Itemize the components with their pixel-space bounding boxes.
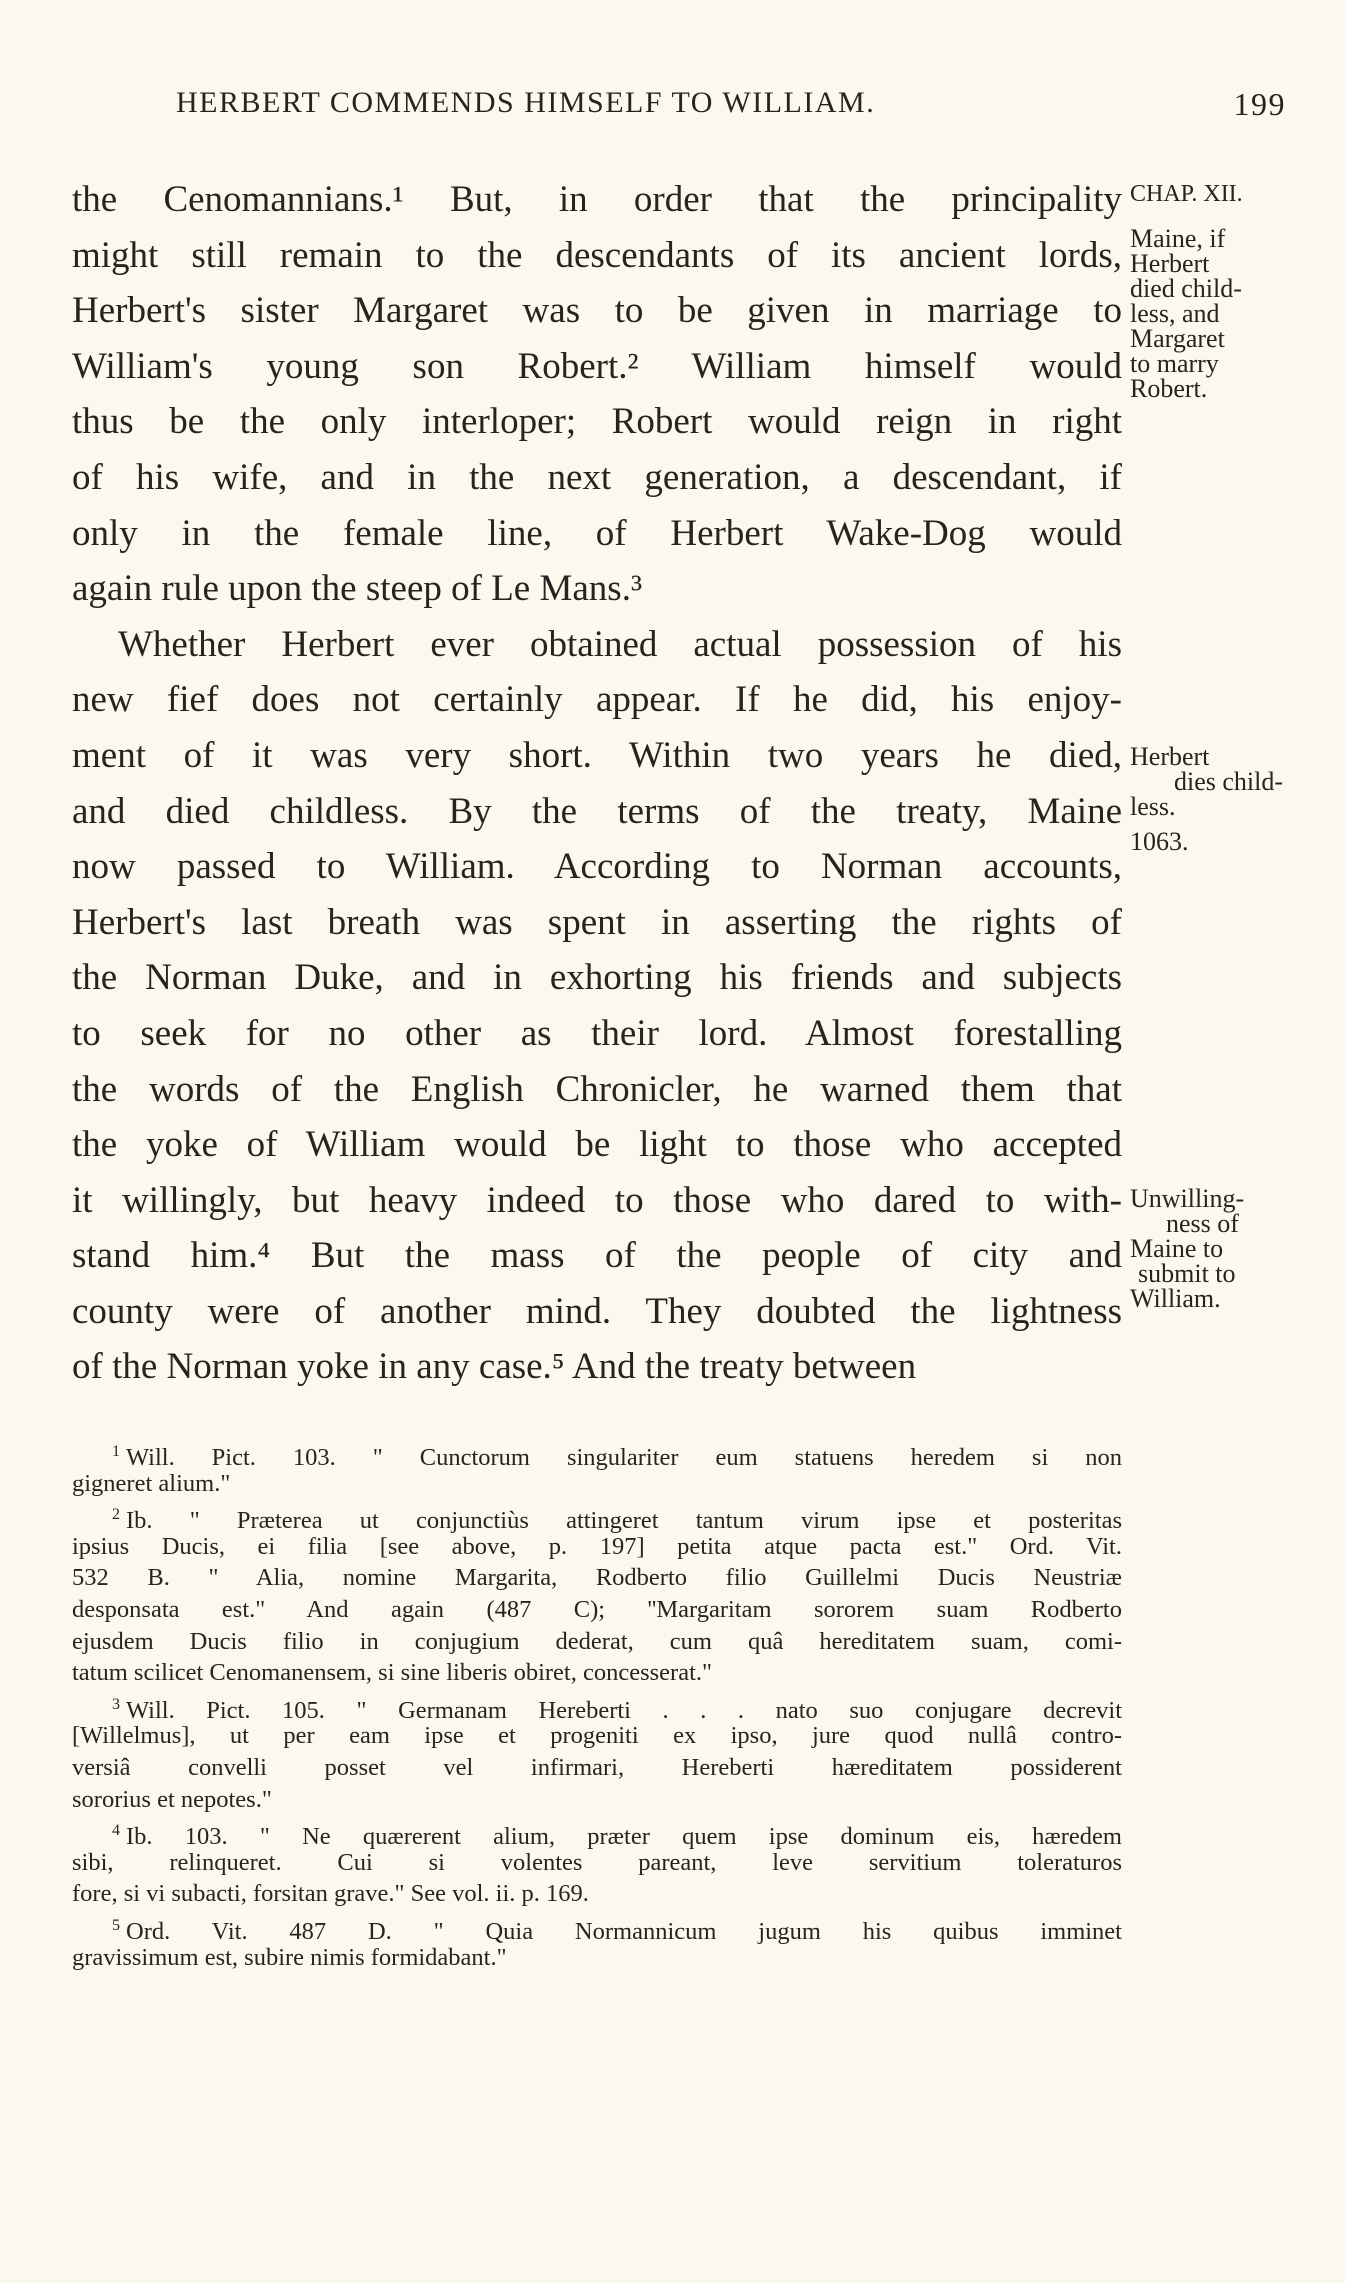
footnotes bbox=[72, 1436, 1122, 1973]
footnote-marker: 3 bbox=[112, 1695, 120, 1713]
footnote-line: 532 B. " Alia, nomine Margarita, Rodberto filio Guillelmi Ducis Neustriæ bbox=[72, 1564, 1122, 1592]
footnote-text: Ib. 103. " Ne quærerent alium, præter quem ipse dominum eis, hæredem bbox=[126, 1823, 1122, 1851]
body-line: ment of it was very short. Within two years he died, bbox=[72, 734, 1122, 776]
sidenote-line: Maine to bbox=[1130, 1234, 1224, 1263]
page-number: 199 bbox=[1233, 86, 1286, 122]
footnote-line bbox=[72, 1689, 1122, 1724]
body-line: county were of another mind. They doubted the lightness bbox=[72, 1290, 1122, 1332]
sidenote-line: dies child- bbox=[1174, 767, 1284, 796]
body-line: might still remain to the descendants of its ancient lords, bbox=[72, 234, 1122, 276]
body-line: the yoke of William would be light to those who accepted bbox=[72, 1124, 1122, 1166]
body-line: now passed to William. According to Norman accounts, bbox=[72, 846, 1122, 888]
body-line: again rule upon the steep of Le Mans.³ bbox=[72, 568, 643, 610]
footnote-line bbox=[72, 1436, 1122, 1472]
sidenote-line: Unwilling- bbox=[1130, 1184, 1245, 1213]
body-line: stand him.⁴ But the mass of the people of city and bbox=[72, 1235, 1122, 1277]
footnote-3 bbox=[72, 1689, 1122, 1815]
footnote-text: Ib. " Præterea ut conjunctiùs attingeret tantum virum ipse et posteritas bbox=[126, 1507, 1122, 1535]
body-line: and died childless. By the terms of the treaty, Maine bbox=[72, 790, 1122, 832]
sidenote-chapter bbox=[1130, 182, 1300, 207]
sidenote-maine-if-herbert bbox=[1130, 226, 1300, 401]
body-line: the words of the English Chronicler, he warned them that bbox=[72, 1068, 1122, 1110]
sidenote-line: less. bbox=[1130, 792, 1176, 821]
footnote-line: versiâ convelli posset vel infirmari, Hereberti hæreditatem possiderent bbox=[72, 1753, 1122, 1781]
sidenote-line: CHAP. XII. bbox=[1130, 181, 1243, 207]
body-line: new fief does not certainly appear. If he did, his enjoy- bbox=[72, 679, 1122, 721]
footnote-marker: 4 bbox=[112, 1822, 120, 1840]
footnote-line: sororius et nepotes." bbox=[72, 1785, 272, 1813]
footnote-line: gigneret alium." bbox=[72, 1469, 231, 1497]
body-line: of his wife, and in the next generation, a descendant, if bbox=[72, 456, 1122, 498]
footnote-line: ejusdem Ducis filio in conjugium dederat, cum quâ hereditatem suam, comi- bbox=[72, 1627, 1122, 1655]
footnote-text: Ord. Vit. 487 D. " Quia Normannicum jugum his quibus imminet bbox=[126, 1918, 1122, 1946]
footnote-line bbox=[72, 1815, 1122, 1851]
sidenote-line: Herbert bbox=[1130, 742, 1210, 771]
footnote-line: fore, si vi subacti, forsitan grave." See vol. ii. p. 169. bbox=[72, 1880, 589, 1908]
footnote-line bbox=[72, 1499, 1122, 1535]
footnote-marker: 5 bbox=[112, 1916, 120, 1934]
body-line: of the Norman yoke in any case.⁵ And the treaty between bbox=[72, 1346, 917, 1388]
body-line: Herbert's sister Margaret was to be given in marriage to bbox=[72, 290, 1122, 332]
sidenote-line: William. bbox=[1130, 1284, 1221, 1313]
footnote-marker: 1 bbox=[112, 1443, 120, 1460]
body-line: to seek for no other as their lord. Almost forestalling bbox=[72, 1012, 1122, 1054]
body-line: only in the female line, of Herbert Wake-Dog would bbox=[72, 512, 1122, 554]
body-line: Whether Herbert ever obtained actual possession of his bbox=[118, 623, 1122, 665]
footnote-line: sibi, relinqueret. Cui si volentes pareant, leve servitium toleraturos bbox=[72, 1848, 1122, 1876]
body-text bbox=[72, 172, 1122, 1395]
body-line: thus be the only interloper; Robert would reign in right bbox=[72, 401, 1122, 443]
footnote-5 bbox=[72, 1910, 1122, 1973]
footnote-4 bbox=[72, 1815, 1122, 1910]
sidenote-line: submit to bbox=[1138, 1259, 1236, 1288]
footnote-text: Will. Pict. 103. " Cunctorum singulariter eum statuens heredem si non bbox=[126, 1444, 1122, 1472]
footnote-line bbox=[72, 1910, 1122, 1946]
sidenote-line: ness of bbox=[1166, 1209, 1239, 1238]
sidenote-herbert-dies bbox=[1130, 744, 1300, 854]
sidenote-line: to marry bbox=[1130, 349, 1219, 378]
body-line: Herbert's last breath was spent in asserting the rights of bbox=[72, 901, 1122, 943]
sidenote-line: Herbert bbox=[1130, 249, 1210, 278]
footnote-line: desponsata est." And again (487 C); ''Margaritam sororem suam Rodberto bbox=[72, 1595, 1122, 1623]
footnote-2 bbox=[72, 1499, 1122, 1689]
footnote-1 bbox=[72, 1436, 1122, 1499]
running-head-title: HERBERT COMMENDS HIMSELF TO WILLIAM. bbox=[176, 86, 876, 119]
footnote-line: tatum scilicet Cenomanensem, si sine liberis obiret, concesserat." bbox=[72, 1659, 713, 1687]
sidenote-line: Margaret bbox=[1130, 324, 1225, 353]
body-line: William's young son Robert.² William himself would bbox=[72, 345, 1122, 387]
footnote-marker: 2 bbox=[112, 1506, 120, 1524]
sidenote-line: 1063. bbox=[1130, 827, 1189, 856]
sidenote-line: less, and bbox=[1130, 299, 1220, 328]
footnote-line: gravissimum est, subire nimis formidabant." bbox=[72, 1943, 507, 1971]
running-head bbox=[176, 86, 1286, 130]
sidenote-line: Robert. bbox=[1130, 374, 1208, 403]
footnote-line: ipsius Ducis, ei filia [see above, p. 197] petita atque pacta est." Ord. Vit. bbox=[72, 1532, 1122, 1560]
sidenote-line: died child- bbox=[1130, 274, 1242, 303]
footnote-line: [Willelmus], ut per eam ipse et progeniti ex ipso, jure quod nullâ contro- bbox=[72, 1722, 1122, 1750]
body-line: the Cenomannians.¹ But, in order that the principality bbox=[72, 179, 1122, 220]
sidenote-line: Maine, if bbox=[1130, 224, 1226, 253]
body-line: it willingly, but heavy indeed to those who dared to with- bbox=[72, 1179, 1122, 1221]
body-line: the Norman Duke, and in exhorting his friends and subjects bbox=[72, 957, 1122, 999]
sidenote-unwillingness bbox=[1130, 1186, 1300, 1311]
footnote-text: Will. Pict. 105. " Germanam Hereberti . . . nato suo conjugare decrevit bbox=[126, 1696, 1122, 1724]
